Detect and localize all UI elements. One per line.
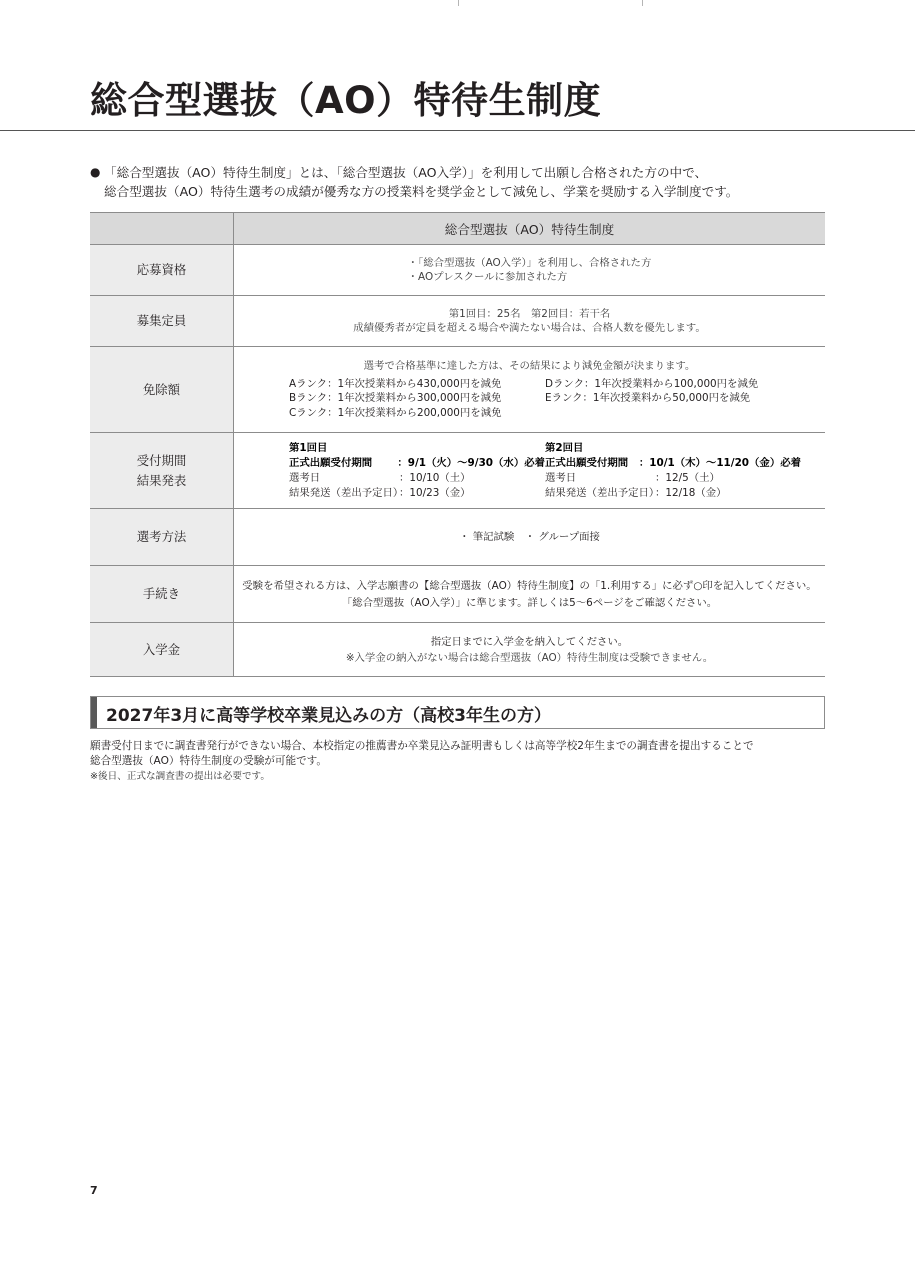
exemption-lead: 選考で合格基準に達した方は、その結果により減免金額が決まります。 [363,359,696,372]
crop-mark-left [458,0,459,6]
rank-b: Bランク：1年次授業料から300,000円を減免 [289,392,502,405]
page-number: 7 [90,1184,98,1197]
row-content-exemption [234,347,826,433]
schedule-round-2 [545,441,801,501]
schedule-key: 正式出願受付期間 [289,456,373,469]
row-label-method: 選考方法 [90,509,234,566]
row-label-admission-fee: 入学金 [90,623,234,677]
row-label-capacity: 募集定員 [90,296,234,347]
schedule-key: 正式出願受付期間 [545,456,629,469]
capacity-line: 第1回目：25名 第2回目：若干名 [448,308,611,320]
procedure-line: 「総合型選抜（AO入学）」に準じます。詳しくは5～6ページをご確認ください。 [341,596,718,609]
table-row [90,245,825,296]
row-label-exemption: 免除額 [90,347,234,433]
schedule-key: 選考日 [545,471,577,484]
rank-a: Aランク：1年次授業料から430,000円を減免 [289,377,502,390]
schedule-key: 結果発送（差出予定日） [289,486,404,499]
table-row [90,347,825,433]
table-row [90,623,825,677]
table-header-row [90,213,825,245]
page-title: 総合型選抜（AO）特待生制度 [90,79,602,122]
table-header: 総合型選抜（AO）特待生制度 [234,213,826,245]
schedule-key: 結果発送（差出予定日） [545,486,660,499]
section-heading [90,696,825,729]
eligibility-line: ・AOプレスクールに参加された方 [407,271,568,283]
schedule-round-1 [289,441,545,501]
table-row [90,433,825,509]
capacity-line: 成績優秀者が定員を超える場合や満たない場合は、合格人数を優先します。 [353,322,706,334]
rank-d: Dランク：1年次授業料から100,000円を減免 [545,377,759,390]
schedule-value: ：10/23（金） [399,486,471,499]
schedule-value: ：10/1（木）～11/20（金）必着 [638,456,801,469]
ao-scholarship-table [90,212,825,677]
rank-c: Cランク：1年次授業料から200,000円を減免 [289,406,502,419]
table-row [90,296,825,347]
row-label-schedule [90,433,234,509]
eligibility-line: ・「総合型選抜（AO入学）」を利用し、合格された方 [407,257,652,269]
intro-paragraph [90,163,738,201]
section-body [90,739,754,784]
schedule-value: ：10/10（土） [399,471,471,484]
intro-line-2: 総合型選抜（AO）特待生選考の成績が優秀な方の授業料を奨学金として減免し、学業を奨励する入学制度です。 [104,184,739,199]
procedure-line: 受験を希望される方は、入学志願書の【総合型選抜（AO）特待生制度】の「1.利用する」に必ず○印を記入してください。 [242,579,817,592]
section-line-1: 願書受付日までに調査書発行ができない場合、本校指定の推薦書か卒業見込み証明書もしくは高等学校2年生までの調査書を提出することで [90,740,754,752]
row-content-procedure [234,566,826,623]
exemption-left-col [289,377,545,421]
row-label-procedure: 手続き [90,566,234,623]
round-1-title: 第1回目 [289,441,328,454]
row-label-eligibility: 応募資格 [90,245,234,296]
admission-fee-line: 指定日までに入学金を納入してください。 [430,635,629,648]
schedule-value: ：9/1（火）～9/30（水）必着 [397,456,545,469]
row-content-method: ・ 筆記試験 ・ グループ面接 [234,509,826,566]
schedule-value: ：12/5（土） [655,471,720,484]
schedule-key: 選考日 [289,471,321,484]
table-row [90,566,825,623]
admission-fee-note: ※入学金の納入がない場合は総合型選抜（AO）特待生制度は受験できません。 [345,651,714,664]
row-content-capacity [234,296,826,347]
row-content-schedule [234,433,826,509]
schedule-label-line: 受付期間 [136,452,187,468]
bullet-icon: ● [90,165,101,179]
row-content-admission-fee [234,623,826,677]
table-header-blank [90,213,234,245]
section-title: 2027年3月に高等学校卒業見込みの方（高校3年生の方） [106,706,551,726]
row-content-eligibility [234,245,826,296]
section-accent-bar [91,697,97,728]
exemption-right-col [545,377,801,421]
title-divider [0,130,915,131]
round-2-title: 第2回目 [545,441,584,454]
schedule-label-line: 結果発表 [136,472,187,488]
crop-mark-right [642,0,643,6]
section-line-2: 総合型選抜（AO）特待生制度の受験が可能です。 [90,755,328,767]
intro-line-1: 「総合型選抜（AO）特待生制度」とは、「総合型選抜（AO入学）」を利用して出願し合格された方の中で、 [104,165,708,180]
schedule-value: ：12/18（金） [655,486,727,499]
section-note: ※後日、正式な調査書の提出は必要です。 [90,771,270,782]
table-row [90,509,825,566]
rank-e: Eランク：1年次授業料から50,000円を減免 [545,392,751,405]
